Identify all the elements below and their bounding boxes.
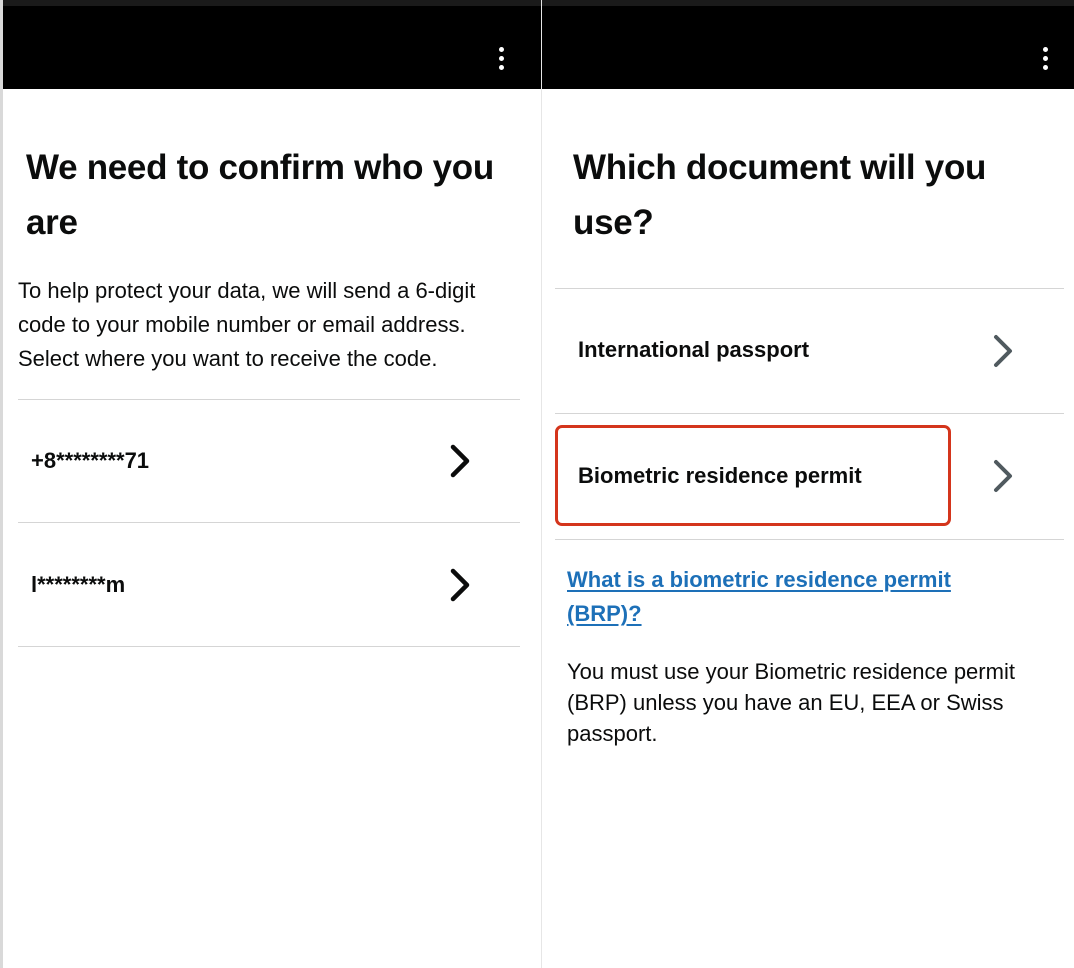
option-mobile-number[interactable] <box>18 400 520 522</box>
chevron-right-icon <box>989 456 1017 496</box>
option-label: l********m <box>31 572 126 597</box>
page-description: To help protect your data, we will send a 6-digit code to your mobile number or email address. Select where you want to receive the code. <box>18 278 476 371</box>
option-biometric-residence-permit[interactable] <box>555 414 1064 539</box>
document-choice-screen <box>542 0 1074 968</box>
what-is-brp-link[interactable]: What is a biometric residence permit (BRP)? <box>567 567 951 626</box>
divider <box>18 646 520 647</box>
status-bar <box>542 0 1074 6</box>
option-label: +8********71 <box>31 448 150 473</box>
page-title: Which document will you use? <box>573 148 987 242</box>
page-title: We need to confirm who you are <box>26 148 494 242</box>
more-vertical-icon[interactable] <box>496 47 506 73</box>
status-bar <box>3 0 541 6</box>
option-label: International passport <box>578 337 810 362</box>
divider <box>555 539 1064 540</box>
brp-help-text: You must use your Biometric residence permit (BRP) unless you have an EU, EEA or Swiss passport. <box>567 659 1015 746</box>
more-vertical-icon[interactable] <box>1040 47 1050 73</box>
chevron-right-icon <box>989 331 1017 371</box>
confirm-identity-screen <box>3 0 541 968</box>
app-bar <box>542 0 1074 89</box>
option-label: Biometric residence permit <box>578 463 862 488</box>
chevron-right-icon <box>446 565 474 605</box>
option-email-address[interactable] <box>18 523 520 646</box>
option-international-passport[interactable] <box>555 289 1064 413</box>
chevron-right-icon <box>446 441 474 481</box>
app-bar <box>3 0 541 89</box>
